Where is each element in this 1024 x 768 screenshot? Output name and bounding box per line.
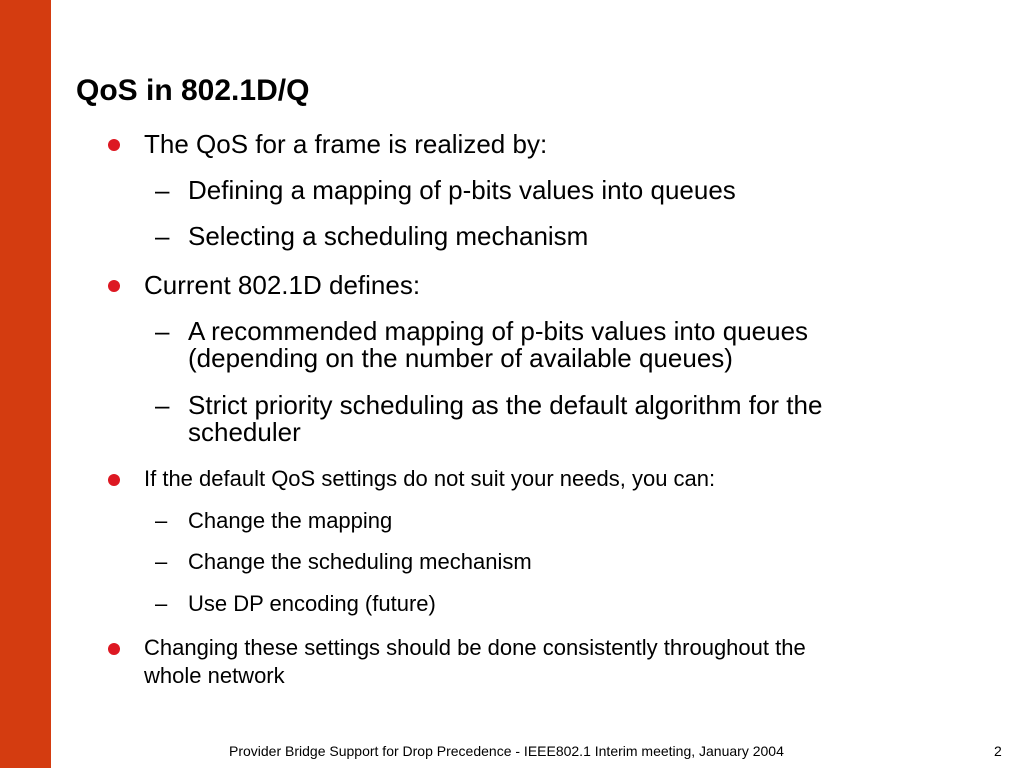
slide-footer: Provider Bridge Support for Drop Precedence - IEEE802.1 Interim meeting, January 2004 [229,743,784,759]
dash-icon: – [155,549,168,574]
bullet-dot-icon [108,280,120,292]
sub-bullet-text: Change the mapping [188,508,393,533]
sub-bullet-item [155,175,736,205]
bullet-dot-icon [108,643,120,655]
bullet-item [144,130,547,159]
dash-icon: – [155,316,170,346]
sub-bullet-text: Change the scheduling mechanism [188,549,532,574]
bullet-item [144,465,715,493]
bullet-text-line: whole network [144,663,285,688]
sub-bullet-item [155,316,809,373]
dash-icon: – [155,591,168,616]
bullet-item [144,634,806,690]
sub-bullet-item [155,507,393,534]
bullet-item [144,271,420,300]
sub-bullet-text: Defining a mapping of p-bits values into queues [188,175,736,205]
bullet-dot-icon [108,474,120,486]
sub-bullet-text: Selecting a scheduling mechanism [188,221,589,251]
page-number: 2 [994,743,1002,759]
sub-bullet-text-line: A recommended mapping of p-bits values into queues [188,316,809,346]
sub-bullet-item [155,390,823,447]
bullet-text: The QoS for a frame is realized by: [144,129,548,159]
sub-bullet-text-line: Strict priority scheduling as the default algorithm for the [188,390,823,420]
dash-icon: – [155,175,170,205]
dash-icon: – [155,508,168,533]
dash-icon: – [155,221,170,251]
bullet-dot-icon [108,139,120,151]
sub-bullet-text: Use DP encoding (future) [188,591,436,616]
bullet-text: If the default QoS settings do not suit your needs, you can: [144,466,716,491]
accent-side-bar [0,0,51,768]
bullet-text: Current 802.1D defines: [144,270,421,300]
sub-bullet-item [155,590,436,617]
sub-bullet-item [155,548,532,575]
dash-icon: – [155,390,170,420]
sub-bullet-text-line: scheduler [188,417,301,447]
slide-title: QoS in 802.1D/Q [76,74,310,107]
bullet-text-line: Changing these settings should be done consistently throughout the [144,635,806,660]
sub-bullet-text-line: (depending on the number of available queues) [188,343,733,373]
sub-bullet-item [155,221,589,251]
